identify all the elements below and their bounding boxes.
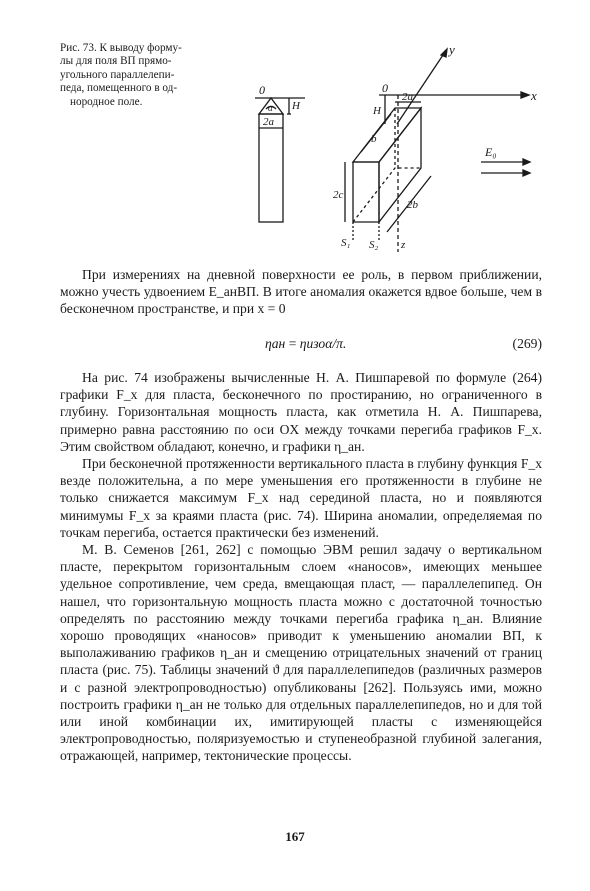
caption-line: угольного параллелепи- [60, 68, 175, 81]
label-x-axis: x [531, 88, 537, 103]
paragraph-1: При измерениях на дневной поверхности ее роль, в первом приближении, можно учесть удвоением E_анВП. В итоге аномалия окажется вдвое больше, чем в бесконечном пространстве, и при x = 0 [60, 267, 542, 317]
label-2b: 2b [407, 199, 418, 211]
label-2a-right: 2a [402, 91, 413, 103]
paragraph-3: При бесконечной протяженности вертикального пласта в глубину функция F_x везде положительна, а по мере уменьшения его протяженности в глубине не только снижается максимум F_x над серединой пласта, но и появляются минимумы F_x за краями пласта (рис. 74). Ширина аномалии, определяемая по точкам перегиба, остается практически без изменений. [60, 456, 542, 540]
paragraph-4: М. В. Семенов [261, 262] с помощью ЭВМ решил задачу о вертикальном пласте, перекрытом горизонтальным слоем «наносов», имеющих меньшее удельное сопротивление, чем среда, вмещающая пласт, — параллелепипед. Он нашел, что горизонтальную мощность пласта можно с достаточной точностью определять по расстоянию между точками перегиба графика η_ан. Влияние хорошо проводящих «наносов» приводит к уменьшению аномалии ВП, к выполаживанию графиков η_ан и смещению отрицательных значений от границ пласта (рис. 75). Таблицы значений ϑ для параллелепипедов (различных размеров и с разной электропроводностью) опубликованы [262]. Пользуясь ими, можно построить графики η_ан не только для отдельных параллелепипедов, но и для той или иной комбинации их, имитирующей пласты с изменяющейся электропроводностью, поляризуемостью и ступенеобразной глубиной залегания, отражающей, например, тектонические процессы. [60, 542, 542, 764]
caption-line: Рис. 73. К выводу форму- [60, 42, 182, 54]
box-front-face [353, 162, 379, 222]
label-2c: 2c [333, 189, 344, 201]
label-b: b [371, 133, 377, 145]
label-2a-left: 2a [263, 116, 274, 128]
page-number: 167 [285, 829, 305, 844]
label-alpha: α [268, 103, 273, 113]
label-s1: S₁ [341, 237, 351, 249]
equation-lhs: ηан [265, 336, 286, 351]
label-e0: E₀ [485, 145, 497, 159]
label-h-left: H [292, 100, 300, 112]
figure-caption [60, 42, 240, 109]
body-text-block-2 [60, 369, 542, 765]
equation-number: (269) [512, 336, 542, 351]
equation-269 [60, 336, 542, 356]
prism-body-left [259, 114, 283, 222]
label-z-axis: z [401, 239, 406, 251]
label-s2: S₂ [369, 239, 379, 251]
label-o-left: 0 [259, 83, 265, 97]
label-o-right: 0 [382, 81, 388, 95]
equation-formula: ηан = ηизоα/π. [265, 336, 347, 351]
caption-line: лы для поля ВП прямо- [60, 55, 172, 68]
caption-line: нородное поле. [70, 95, 143, 108]
paragraph-2: На рис. 74 изображены вычисленные Н. А. Пишпаревой по формуле (264) графики F_x для пласта, бесконечного по простиранию, но ограниченного в глубину. Горизонтальная мощность пласта, как отметила Н. А. Пишпарева, примерно равна расстоянию по оси OX между точками перегиба графиков F_x. Этим свойством обладают, конечно, и графики η_ан. [60, 370, 542, 454]
figure-73-diagram [245, 42, 545, 257]
body-text-block-1 [60, 266, 542, 318]
box-top-face [353, 108, 421, 162]
label-h-right: H [373, 105, 381, 117]
equation-rhs: ηизоα/π. [299, 336, 347, 351]
caption-line: педа, помещенного в од- [60, 82, 178, 95]
label-y-axis: y [449, 42, 455, 57]
